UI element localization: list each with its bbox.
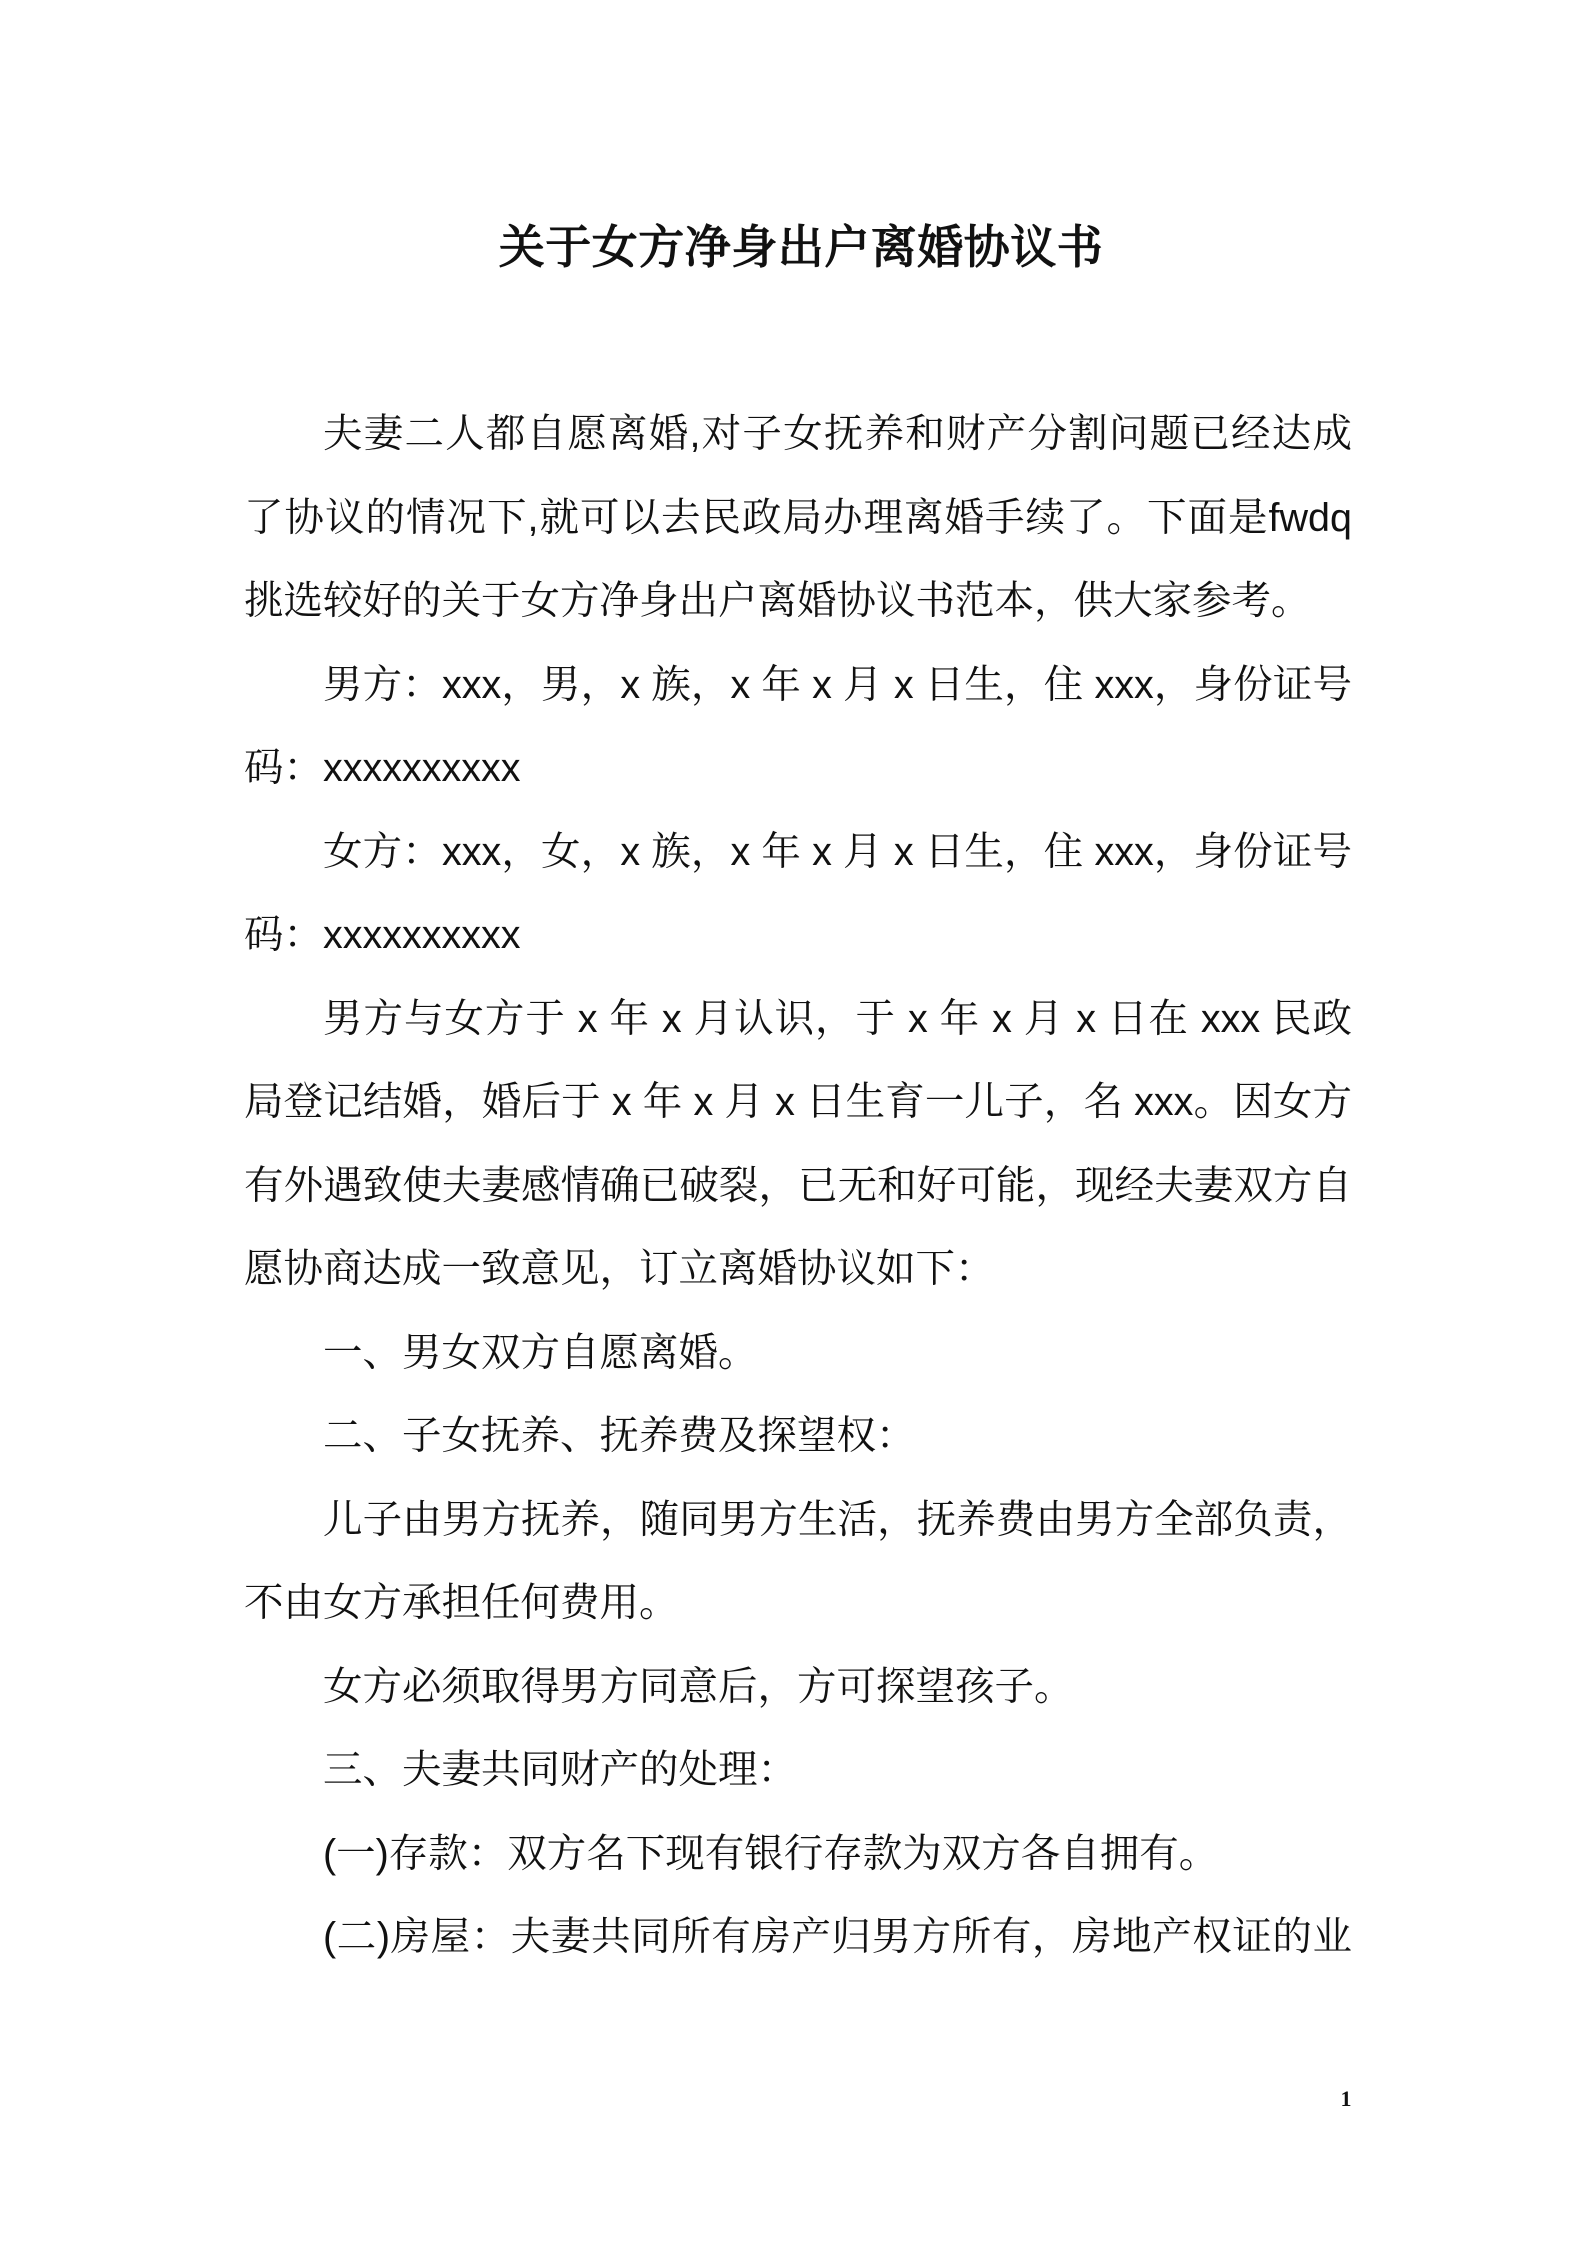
text-line: 码：xxxxxxxxxx (244, 746, 521, 790)
text-line: 不由女方承担任何费用。 (244, 1581, 679, 1625)
intro-paragraph (244, 393, 1352, 644)
text-line: 一、男女双方自愿离婚。 (323, 1330, 758, 1375)
text-line: 儿子由男方抚养，随同男方生活，抚养费由男方全部负责， (323, 1497, 1352, 1542)
text-line: 愿协商达成一致意见，订立离婚协议如下： (244, 1247, 995, 1291)
text-line: (二)房屋：夫妻共同所有房产归男方所有，房地产权证的业 (323, 1915, 1352, 1959)
text-line: 三、夫妻共同财产的处理： (323, 1748, 797, 1792)
clause-3-heading (244, 1729, 1352, 1813)
clause-1 (244, 1312, 1352, 1396)
custody-paragraph (244, 1479, 1352, 1646)
housing-clause (244, 1896, 1352, 1980)
text-line: 女方必须取得男方同意后，方可探望孩子。 (323, 1664, 1074, 1709)
text-line: (一)存款：双方名下现有银行存款为双方各自拥有。 (323, 1831, 1219, 1876)
background-paragraph (244, 978, 1352, 1312)
male-party-info (244, 644, 1352, 811)
text-line: 二、子女抚养、抚养费及探望权： (323, 1414, 916, 1458)
text-line: 男方与女方于 x 年 x 月认识，于 x 年 x 月 x 日在 xxx 民政 (323, 996, 1352, 1041)
female-party-info (244, 811, 1352, 978)
text-line: 有外遇致使夫妻感情确已破裂，已无和好可能，现经夫妻双方自 (244, 1163, 1352, 1208)
text-line: 码：xxxxxxxxxx (244, 913, 521, 957)
visitation-paragraph (244, 1646, 1352, 1730)
text-line: 男方：xxx，男，x 族，x 年 x 月 x 日生，住 xxx，身份证号 (323, 662, 1352, 707)
document-title: 关于女方净身出户离婚协议书 (498, 221, 1104, 273)
clause-2-heading (244, 1395, 1352, 1479)
page-number: 1 (1340, 2086, 1352, 2111)
document-body (244, 393, 1352, 1980)
text-line: 局登记结婚，婚后于 x 年 x 月 x 日生育一儿子，名 xxx。因女方 (244, 1080, 1352, 1124)
savings-clause (244, 1813, 1352, 1897)
text-line: 夫妻二人都自愿离婚,对子女抚养和财产分割问题已经达成 (323, 412, 1352, 456)
text-line: 了协议的情况下,就可以去民政局办理离婚手续了。下面是fwdq (244, 495, 1352, 540)
text-line: 挑选较好的关于女方净身出户离婚协议书范本，供大家参考。 (244, 579, 1311, 623)
text-line: 女方：xxx，女，x 族，x 年 x 月 x 日生，住 xxx，身份证号 (323, 829, 1352, 874)
